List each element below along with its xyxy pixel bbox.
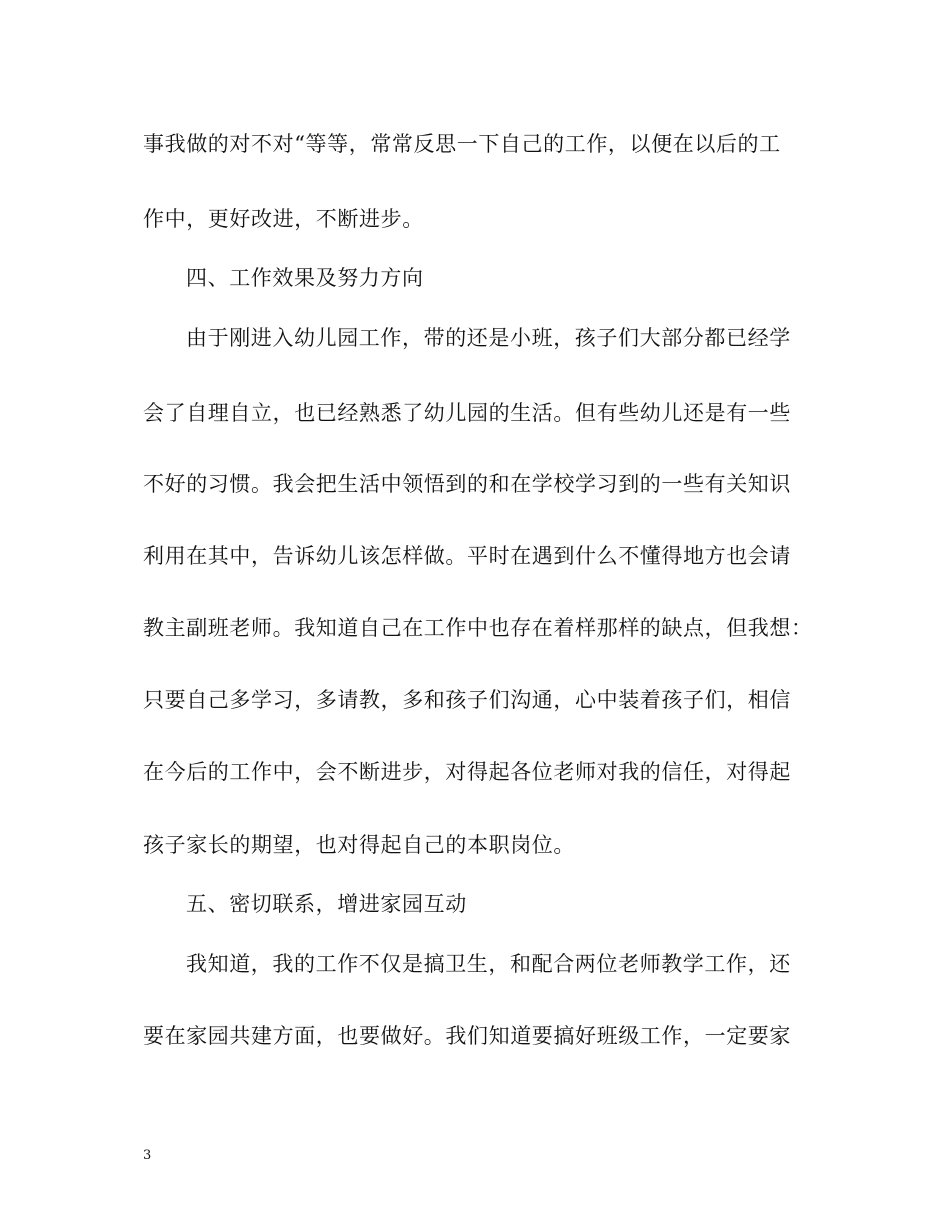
page-number: 3 — [143, 1148, 152, 1163]
paragraph-line: 教主副班老师。我知道自己在工作中也存在着样那样的缺点，但我想： — [143, 616, 813, 640]
paragraph-line: 由于刚进入幼儿园工作，带的还是小班，孩子们大部分都已经学 — [186, 326, 791, 350]
section-heading: 五、密切联系，增进家园互动 — [186, 892, 467, 916]
paragraph-line: 作中，更好改进，不断进步。 — [143, 207, 424, 231]
paragraph-line: 要在家园共建方面，也要做好。我们知道要搞好班级工作，一定要家 — [143, 1024, 791, 1048]
paragraph-line: 利用在其中，告诉幼儿该怎样做。平时在遇到什么不懂得地方也会请 — [143, 544, 791, 568]
paragraph-line: 会了自理自立，也已经熟悉了幼儿园的生活。但有些幼儿还是有一些 — [143, 401, 791, 425]
paragraph-line: 事我做的对不对“等等，常常反思一下自己的工作，以便在以后的工 — [143, 132, 781, 156]
paragraph-line: 在今后的工作中，会不断进步，对得起各位老师对我的信任，对得起 — [143, 760, 791, 784]
paragraph-line: 只要自己多学习，多请教，多和孩子们沟通，心中装着孩子们，相信 — [143, 688, 791, 712]
section-heading: 四、工作效果及努力方向 — [186, 266, 424, 290]
paragraph-line: 我知道，我的工作不仅是搞卫生，和配合两位老师教学工作，还 — [186, 952, 791, 976]
paragraph-line: 孩子家长的期望，也对得起自己的本职岗位。 — [143, 833, 575, 857]
paragraph-line: 不好的习惯。我会把生活中领悟到的和在学校学习到的一些有关知识 — [143, 472, 791, 496]
